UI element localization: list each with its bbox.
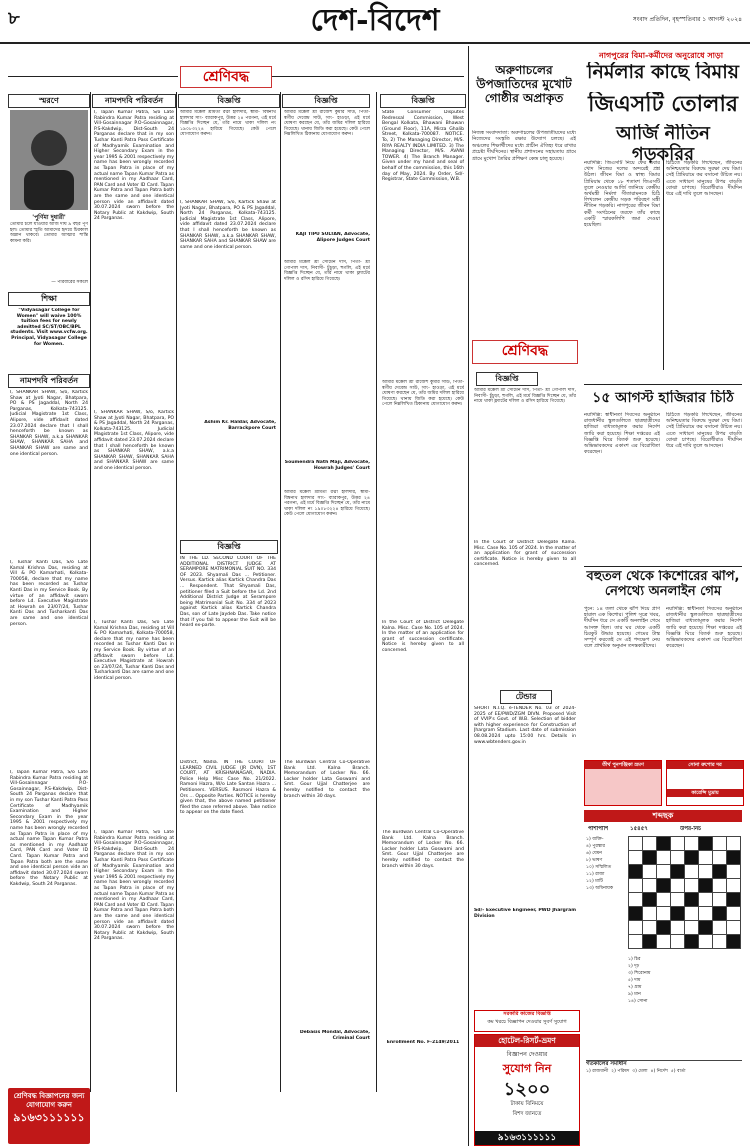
hotel-ad-phone: ৯১৬৩১১১১১১ — [475, 1131, 579, 1145]
classified-banner: শ্রেণিবদ্ধ — [180, 66, 272, 88]
state-consumer-notice: State Consumer Disputes Redressal Commission, West Bengal Kolkata, Bhawani Bhawan (Ground Floor), 11A, Mirza Ghalib Street, Kolkata-700087. NOTICE. To, 2) The Managing Director, M/S. RIYA REALTY INDIA LIMITED. 3) The Managing Director, M/S. AVANI TOWER. 4) The Branch Manager. Given under my hand and seal of behalf of the commission, this 16th day of May, 2024. By Order, Sd/- Registrar, State Commission, W.B. — [382, 110, 464, 183]
clue-across-7: ১২) মাটি — [586, 879, 603, 884]
answer-2: ২) পরিষদ — [611, 1069, 630, 1074]
namechange-text-b: I, Tushar Kanti Das, S/o Late Kamal Krishna Das, residing at Vill & PO Kamarhati, Kolkata-700058, declare that my name has been recorded as Tushar Kanti Das in my Service Book. By virtue of an affidavit sworn before Ld. Executive Magistrate at Howrah on 23/07/24, Tushar Kanti Das and Tusharkanti Das are same and one identical person. — [10, 560, 88, 627]
letter-headline: ১৫ আগস্ট হাজিরার চিঠি — [592, 390, 734, 406]
classified-footer-ad — [8, 1088, 90, 1144]
bengali-notice-5: আমার মক্কেল শ্রী রাজেশ কুমার সাউ, পিতা- স্বর্গীয় দেবেন্দ্র সাউ, সাং- হাওড়া, এই মর্মে ঘোষণা করছেন যে, তাঁর জমির দলিল হারিয়ে গিয়েছে। থানায় জিডি করা হয়েছে। কেউ পেলে নিম্নলিখিত ঠিকানায় যোগাযোগ করুন। — [382, 380, 464, 408]
footer-ad-text: শ্রেণিবদ্ধ বিজ্ঞাপনের জন্য যোগাযোগ করুন — [13, 1092, 85, 1109]
puzzle-across-list — [586, 836, 626, 1036]
puzzle-answers — [586, 1060, 742, 1141]
clue-across-6: ১১) রাজা — [586, 872, 605, 877]
col-notice-3: বিজ্ঞপ্তি — [380, 94, 466, 108]
namechange-4: I, Tapan Kumar Patra, S/o Late Rabindra Kumar Patra residing at Vill-Gosainnagar P.O-Gosainnagar, P.S-Kakdwip, Dist-South 24 Parganas declare that in my son Tushar Kanti Patra Pass Certificate of Madhyamik Examination and Higher Secondary Exam in the year 1995 & 2001 respectively my name has been wrongly recorded as Tapan Patra in place of my actual name Tapan Kumar Patra as mentioned in my Aadhaar Card, PAN Card and Voter ID Card. Tapan Kumar Patra and Tapan Patra both are the same and one identical person vide an affidavit dated 30.07.2024 sworn before the Notary Public at Kakdwip, South 24 Parganas. — [94, 830, 174, 942]
enrolment: Enrollment No. F-2149/2011 — [386, 1040, 460, 1045]
promo-text: কম খরচে বিজ্ঞাপন দেওয়ার সুবর্ণ সুযোগ — [487, 1019, 567, 1025]
namechange-text-c: I, Tapan Kumar Patra, S/o Late Rabindra Kumar Patra residing at Vill-Gosainnagar P.O-Gosainnagar, P.S-Kakdwip, Dist-South 24 Parganas declare that in my son Tushar Kanti Patra Pass Certificate of Madhyamik Examination and Higher Secondary Exam in the year 1995 & 2001 respectively my name has been wrongly recorded as Tapan Patra in place of my actual name Tapan Kumar Patra as mentioned in my Aadhaar Card, PAN Card and Voter ID Card. Tapan Kumar Patra and Tapan Patra both are the same and one identical person vide an affidavit dated 30.07.2024 sworn before the Notary Public at Kakdwip, South 24 Parganas. — [10, 770, 88, 887]
namechange-1: I, Tapan Kumar Patra, S/o Late Rabindra Kumar Patra residing at Vill-Gosainnagar P.O-Gosainnagar, P.S-Kakdwip, Dist-South 24 Parganas declare that in my son Tushar Kanti Patra Pass Certificate of Madhyamik Examination and Higher Secondary Exam in the year 1995 & 2001 respectively my name has been wrongly recorded as Tapan Patra in place of my actual name Tapan Kumar Patra as mentioned in my Aadhaar Card, PAN Card and Voter ID Card. Tapan Kumar Patra and Tapan Patra both are the same and one identical person vide an affidavit dated 30.07.2024 sworn before the Notary Public at Kakdwip, South 24 Parganas. — [94, 110, 174, 222]
middle-headline: অরুণাচলের উপজাতিদের মুখোট গোষ্ঠীর অপ্রাকৃত — [476, 64, 572, 105]
game-body-2: নয়াদিল্লি: স্বাধীনতা দিবসের অনুষ্ঠানে রাজধানীর স্কুলগুলিতে ছাত্রছাত্রীদের হাজিরা বাধ্যতামূলক করার নির্দেশ জারি করা হয়েছে। শিক্ষা দপ্তরের এই বিজ্ঞপ্তি ঘিরে বিতর্ক শুরু হয়েছে। অভিভাবকদের একাংশ এর বিরোধিতা করেছেন। — [666, 606, 742, 650]
tender-sign: Sd/- Executive Engineer, PWD Jhargram Division — [474, 908, 576, 919]
price-box-title: সোনা রুপোর দর — [667, 761, 743, 769]
promo-ad — [474, 1010, 580, 1032]
answers-title: গতকালের সমাধান — [586, 1061, 627, 1067]
right-headline-3: আর্জি নীতিন গড়করির — [616, 124, 710, 165]
clue-down-3: ৩) শিরোনাম — [628, 971, 651, 976]
info-box-title: তীর্থ পুনপঞ্জিকা ভ্রমণ — [585, 761, 661, 769]
hotel-ad — [474, 1034, 580, 1146]
middle-notice-body-2: In the Court of District Delegate Kalna. Misc. Case No. 105 of 2024. In the matter of an application for grant of succession certificate. Notice is hereby given to all concerned. — [474, 540, 576, 568]
memorial-text: তোমার চলে যাওয়ার আজ দীর্ঘ ৯ বছর পূর্ণ হল। তোমার স্মৃতি আমাদের হৃদয়ে চিরকাল অম্লান থাকবে। তোমার আত্মার শান্তি কামনা করি। — [10, 222, 88, 244]
game-headline: বহুতল থেকে কিশোরের ঝাঁপ, নেপথ্যে অনলাইন গেম — [586, 570, 740, 599]
promo-label: সরকারি কাজের বিজ্ঞপ্তি — [503, 1011, 551, 1017]
answer-5: ৫) বার্তা — [670, 1069, 686, 1074]
namechange-5: I, SHANKAR SHAW, S/o, Kartick Shaw at Jyoti Nagar, Bhatpara, PO & PS Jagaddal, North 24 Parganas, Kolkata-743125. Judicial Magistrate 1st Class, Alipore, vide affidavit dated 23.07.2024 declare that I shall henceforth be known as SHANKAR SHAW, a.k.a SHANKAR SHAW, SHANKAR SAHA and SHANKAR SHAW are same and one identical person. — [180, 200, 276, 250]
right-kicker: নাগপুরের বিমা-কর্মীদের অনুরোধে সাড়া — [598, 51, 724, 60]
puzzle-grid — [628, 836, 741, 949]
puzzle-number: ১৫৪৫৭ — [630, 826, 648, 832]
bengali-notice-4: আমার মক্কেল শ্রীমতী রত্না হালদার, স্বামী- বিশ্বনাথ হালদার সাং- ব্যারাকপুর, উত্তর ২৪ পরগনা, এই মর্মে বিজ্ঞপ্তি দিচ্ছেন যে, তাঁর নামে থাকা দলিল নং ১৯০৮৩২২৪ হারিয়ে গিয়েছে। কেউ পেলে যোগাযোগ করুন। — [284, 490, 370, 518]
memorial-photo — [10, 110, 88, 210]
col-remembrance: স্মরণে — [8, 94, 90, 108]
clue-across-5: ১০) সম্মিলিত — [586, 865, 612, 870]
hotel-ad-title: হোটেল-রিসর্ট-ভ্রমণ — [475, 1035, 579, 1047]
bank-notice: The Burdwan Central Co-Operative Bank Ltd. Kalna Branch. Memorandum of Locker No. 66. Locker holder Lata Goswami and Smt. Gour Ujjal Chatterjee are hereby notified to contact the branch within 30 days. — [284, 760, 370, 799]
education-text: "Vidyasagar College for Women" will waive 100% tuition fees for newly admitted SC/ST/OBC/BPL students. Visit www.vcfw.org. Principal, Vidyasagar College for Women. — [10, 308, 88, 347]
col-notice-4: বিজ্ঞপ্তি — [180, 540, 278, 554]
bengali-notice-3: আমার মক্কেল শ্রী সৌমেন দাস, পিতা- শ্রী গোপাল দাস, নিবাসী- চুঁচুড়া, হুগলি, এই মর্মে বিজ্ঞপ্তি দিচ্ছেন যে, তাঁর নামে থাকা ফ্ল্যাটের দলিল ও রসিদ হারিয়ে গিয়েছে। — [284, 260, 370, 282]
namechange-text-a: I, SHANKAR SHAW, S/o, Kartick Shaw at Jyoti Nagar, Bhatpara, PO & PS Jagaddal, North 24 Parganas, Kolkata-743125. Judicial Magistrate 1st Class, Alipore, vide affidavit dated 23.07.2024 declare that I shall henceforth be known as SHANKAR SHAW, a.k.a SHANKAR SHAW, SHANKAR SAHA and SHANKAR SHAW are same and one identical person. — [10, 390, 88, 457]
letter-body-1: নয়াদিল্লি: স্বাধীনতা দিবসের অনুষ্ঠানে রাজধানীর স্কুলগুলিতে ছাত্রছাত্রীদের হাজিরা বাধ্যতামূলক করার নির্দেশ জারি করা হয়েছে। শিক্ষা দপ্তরের এই বিজ্ঞপ্তি ঘিরে বিতর্ক শুরু হয়েছে। অভিভাবকদের একাংশ এর বিরোধিতা করেছেন। — [584, 412, 660, 456]
info-box — [584, 760, 662, 806]
middle-classified-banner: শ্রেণিবদ্ধ — [472, 340, 578, 364]
right-body-2: চিঠিতে গড়করি লিখেছেন, জীবনের অনিশ্চয়তার বিরুদ্ধে সুরক্ষা দেয় বিমা। সেই প্রিমিয়ামে কর বসানো উচিত নয়। এতে সাধারণ মানুষের উপর বাড়তি বোঝা চাপছে। বিরোধীরাও দীর্ঘদিন ধরে এই দাবি তুলে আসছেন। — [666, 160, 742, 198]
advocate-4: Debasis Mondal, Advocate, Criminal Court — [299, 1030, 370, 1041]
col-namechange-2: নামপদবি পরিবর্তন — [8, 374, 90, 388]
col-notice-2: বিজ্ঞপ্তি — [282, 94, 370, 108]
answer-4: ৪) নির্দেশ — [650, 1069, 668, 1074]
price-box — [666, 760, 744, 806]
col-notice-1: বিজ্ঞপ্তি — [178, 94, 280, 108]
advocate-1: KAJI TIPU SULTAN, Advocate, Alipore Judges Court — [295, 232, 370, 243]
memorial-sign: — পরিবারের সকলে — [51, 280, 88, 285]
hotel-ad-sub: বিজ্ঞাপন দেওয়ার — [506, 1051, 548, 1058]
game-body-1: পুনে: ১৪ তলা থেকে ঝাঁপ দিয়ে প্রাণ হারাল এক কিশোর। পুলিশ সূত্রে খবর, দীর্ঘদিন ধরে সে একটি অনলাইন গেমে আসক্ত ছিল। তার ঘর থেকে একটি চিরকুট উদ্ধার হয়েছে। গেমের টাস্ক সম্পূর্ণ করতেই সে এই পদক্ষেপ নেয় বলে প্রাথমিক অনুমান তদন্তকারীদের। — [584, 606, 660, 650]
hotel-ad-price: ১২০০ — [503, 1079, 551, 1100]
tender-text: SHORT N.I.Q. e-TENDER No. 03 of 2024-2025 of EE/PWD/ZGM DIVN. Proposed Visit of VVIP's Govt. of W.B. Selection of bidder with higher experience for Construction of Jhargram Stadium. Last date of submission 08.08.2024 upto 15:00 hrs. Details in www.wbtenders.gov.in — [474, 706, 576, 745]
court-notice-1: IN THE LD. SECOND COURT OF THE ADDITIONAL DISTRICT JUDGE AT SERAMPORE MATRIMONIAL SUIT NO. 334 OF 2023. Shyamali Das ... Petitioner. Versus. Kartick alias Kartick Chandra Das ... Respondent. That Shyamali Das, petitioner filed a Suit before the Ld. 2nd Additional District Judge at Serampore being Matrimonial Suit No. 334 of 2023 against Kartick alias Kartick Chandra Das, son of Late Jaydeb Das. Take notice that if you fail to appear the Suit will be heard ex-parte. — [180, 556, 276, 629]
header-rule — [0, 42, 750, 44]
puzzle-across-title: পাশাপাশি — [588, 826, 609, 832]
court-notice-2: District, Nadia. IN THE COURT OF LEARNED CIVIL JUDGE (JR DVN), 1ST COURT, AT KRISHNANAGAR, NADIA. Police Help Misc Case No. 21/2022. Ramoni Hazra, W/o Late Santan Hazra ... Petitioners. VERSUS. Rasmoni Hazra & Ors ... Opposite Parties. NOTICE is hereby given that, the above named petitioner filed the case referred above. Take notice to appear on the date fixed. — [180, 760, 276, 816]
answer-1: ১) রাজধানী — [586, 1069, 609, 1074]
answer-3: ৩) মেলা — [632, 1069, 648, 1074]
right-body-1: নয়াদিল্লি: জিএসটি নিয়ে ফের এবার খোদ নিজের দলের অন্দরেই প্রশ্ন উঠল। জীবন বিমা ও স্বাস্থ্য বিমার প্রিমিয়াম থেকে ১৮ শতাংশ জিএসটি তুলে নেওয়ার আর্জি জানিয়ে কেন্দ্রীয় অর্থমন্ত্রী নির্মলা সীতারামনকে চিঠি লিখলেন কেন্দ্রীয় সড়ক পরিবহণ মন্ত্রী নীতিন গড়করি। নাগপুরের জীবন বিমা কর্মী সংগঠনের তরফে তাঁর কাছে একটি স্মারকলিপি জমা দেওয়া হয়েছিল। — [584, 160, 660, 229]
person-silhouette-icon — [10, 110, 88, 210]
clue-down-6: ৯) মান — [628, 992, 641, 997]
hotel-ad-big: সুযোগ নিন — [502, 1062, 552, 1075]
clue-down-5: ৭) গ্রাম — [628, 985, 642, 990]
puzzle-down-title: উপর-নিচ — [680, 826, 702, 832]
clue-down-2: ২) দৃঢ় — [628, 964, 640, 969]
middle-notice-body: আমার মক্কেল শ্রী সৌমেন দাস, পিতা- শ্রী গোপাল দাস, নিবাসী- চুঁচুড়া, হুগলি, এই মর্মে বিজ্ঞপ্তি দিচ্ছেন যে, তাঁর নামে থাকা ফ্ল্যাটের দলিল ও রসিদ হারিয়ে গিয়েছে। — [474, 388, 576, 405]
clue-across-3: ৬) যেমন — [586, 851, 603, 856]
advocate-2: Soumendra Nath Maji, Advocate, Howrah Judges' Court — [284, 460, 370, 471]
clue-down-1: ১) চির — [628, 957, 641, 962]
memorial-name: 'পুর্ণিমা দুধারী' — [32, 214, 66, 221]
clue-across-4: ৮) ভাষণ — [586, 858, 603, 863]
hotel-ad-price-sub: টাকায় বিনিময়ে — [510, 1101, 544, 1107]
clue-across-2: ৪) পুরস্কার — [586, 844, 606, 849]
clue-across-8: ১৩) অধিনায়ক — [586, 886, 614, 891]
bengali-notice-2: আমার মক্কেল শ্রী রাজেশ কুমার সাউ, পিতা- স্বর্গীয় দেবেন্দ্র সাউ, সাং- হাওড়া, এই মর্মে ঘোষণা করছেন যে, তাঁর জমির দলিল হারিয়ে গিয়েছে। থানায় জিডি করা হয়েছে। কেউ পেলে নিম্নলিখিত ঠিকানায় যোগাযোগ করুন। — [284, 110, 370, 138]
tender-label: টেন্ডার — [500, 690, 552, 704]
court-delegate-notice: In the Court of District Delegate Kalna. Misc. Case No. 105 of 2024. In the matter of an application for grant of succession certificate. Notice is hereby given to all concerned. — [382, 620, 464, 653]
col-namechange: নামপদবি পরিবর্তন — [92, 94, 176, 108]
middle-body: নিজস্ব সংবাদদাতা: অরুণাচলের উপজাতীয়দের মধ্যে নিজেদের সংস্কৃতি রক্ষার উদ্যোগ চলছে। এই অঞ্চলের শিক্ষার্থীদের মধ্যে প্রাচীন ঐতিহ্য ধরে রাখার প্রচেষ্টা দীর্ঘদিনের। স্থানীয় প্রশাসনের সহায়তায় গ্রামে গ্রামে মুখোশ তৈরির প্রশিক্ষণ কেন্দ্র চালু হয়েছে। — [472, 130, 576, 162]
section-title: দেশ-বিদেশ — [310, 3, 440, 38]
currency-box-title: কারেন্সি মুদ্রায় — [667, 789, 743, 797]
puzzle-title: শব্দছক — [584, 810, 742, 822]
right-headline-1: নির্মলার কাছে বিমায় — [587, 62, 739, 83]
bank-notice-2: The Burdwan Central Co-Operative Bank Ltd. Kalna Branch. Memorandum of Locker No. 66. Locker holder Lata Goswami and Smt. Gour Ujjal Chatterjee are hereby notified to contact the branch within 30 days. — [382, 830, 464, 869]
clue-across-1: ১) ব্যক্তি- — [586, 837, 604, 842]
page-number: ৮ — [8, 8, 20, 29]
letter-body-2: চিঠিতে গড়করি লিখেছেন, জীবনের অনিশ্চয়তার বিরুদ্ধে সুরক্ষা দেয় বিমা। সেই প্রিমিয়ামে কর বসানো উচিত নয়। এতে সাধারণ মানুষের উপর বাড়তি বোঝা চাপছে। বিরোধীরাও দীর্ঘদিন ধরে এই দাবি তুলে আসছেন। — [666, 412, 742, 450]
middle-notice-label: বিজ্ঞপ্তি — [476, 372, 538, 386]
footer-ad-phone: ৯১৬৩১১১১১১ — [13, 1111, 85, 1124]
namechange-3: I, Tushar Kanti Das, S/o Late Kamal Krishna Das, residing at Vill & PO Kamarhati, Kolkata-700058, declare that my name has been recorded as Tushar Kanti Das in my Service Book. By virtue of an affidavit sworn before Ld. Executive Magistrate at Howrah on 23/07/24, Tushar Kanti Das and Tusharkanti Das are same and one identical person. — [94, 620, 174, 681]
hotel-ad-footer: বিশদ জানতে — [512, 1111, 542, 1117]
advocate-3: Ashim Kr. Haldar, Advocate, Barrackpore Court — [204, 420, 276, 431]
date-line: সংবাদ প্রতিদিন, বৃহস্পতিবার ১ আগস্ট ২০২৪ — [632, 16, 742, 23]
col-education: শিক্ষা — [8, 292, 90, 306]
namechange-2: I, SHANKAR SHAW, S/o, Kartick Shaw at Jyoti Nagar, Bhatpara, PO & PS Jagaddal, North 24 Parganas, Kolkata-743125. Judicial Magistrate 1st Class, Alipore, vide affidavit dated 23.07.2024 declare that I shall henceforth be known as SHANKAR SHAW, a.k.a SHANKAR SHAW, SHANKAR SAHA and SHANKAR SHAW are same and one identical person. — [94, 410, 174, 471]
clue-down-7: ১৪) সোনা — [628, 999, 648, 1004]
bengali-notice-1: আমার মক্কেল শ্রীমতী রত্না হালদার, স্বামী- বিশ্বনাথ হালদার সাং- ব্যারাকপুর, উত্তর ২৪ পরগনা, এই মর্মে বিজ্ঞপ্তি দিচ্ছেন যে, তাঁর নামে থাকা দলিল নং ১৯০৮৩২২৪ হারিয়ে গিয়েছে। কেউ পেলে যোগাযোগ করুন। — [180, 110, 276, 138]
right-headline-2: জিএসটি তোলার — [588, 92, 738, 117]
clue-down-4: ৫) দাম — [628, 978, 641, 983]
puzzle-down-list — [628, 956, 740, 1076]
